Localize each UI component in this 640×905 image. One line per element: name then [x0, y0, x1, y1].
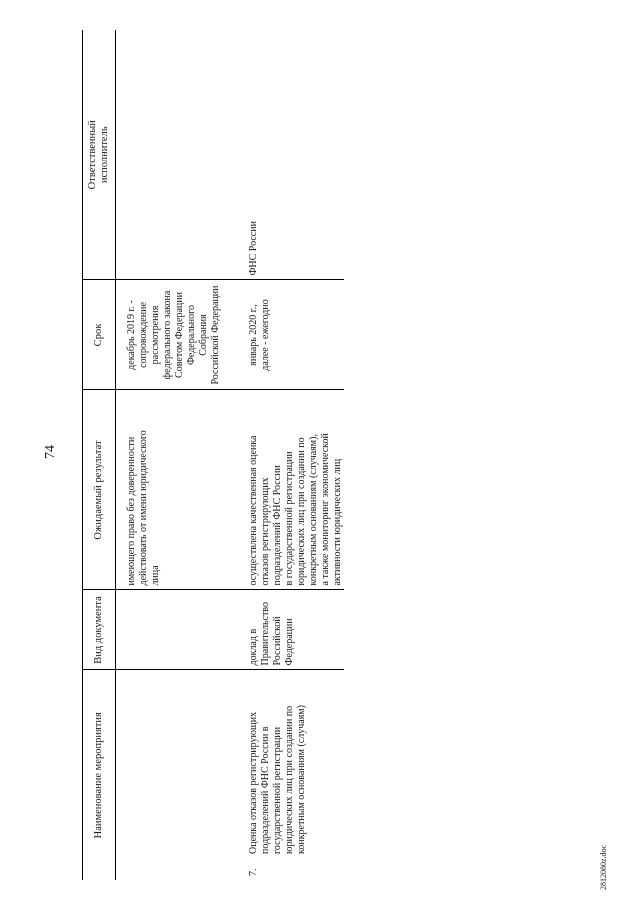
page-number: 74	[43, 445, 58, 459]
plan-table-rotated	[82, 30, 343, 880]
cell-result-text: осуществлена качественная оценка отказов регистрирующих подразделений ФНС России в государственной регистрации юридических лиц при создании по конкретным основаниям (случаям), а также мониторинг экономической активности юридических лиц	[248, 433, 343, 586]
header-term: Срок	[83, 280, 116, 390]
header-result: Ожидаемый результат	[83, 390, 116, 590]
cell-term-text: декабрь 2019 г. - сопровождение рассмотрения федерального закона Советом Федерации Федерального Собрания Российской Федерации	[126, 285, 221, 385]
cell-responsible	[116, 30, 245, 280]
header-responsible-text: Ответственный исполнитель	[87, 120, 110, 190]
table-row-7	[244, 30, 344, 880]
plan-table	[82, 30, 344, 880]
document-code: 2812080z.doc	[599, 844, 608, 890]
cell-term	[244, 280, 344, 390]
table-row-continuation	[116, 30, 245, 880]
cell-doc-type	[244, 590, 344, 670]
cell-doc-type-text: доклад в Правительство Российской Федерации	[248, 601, 295, 666]
cell-term	[116, 280, 245, 390]
cell-result	[116, 390, 245, 590]
cell-result-text: имеющего право без доверенности действовать от имени юридического лица	[126, 430, 161, 586]
cell-name	[244, 670, 344, 880]
header-responsible	[83, 30, 116, 280]
header-doc-type: Вид документа	[83, 590, 116, 670]
cell-doc-type	[116, 590, 245, 670]
cell-name-text: Оценка отказов регистрирующих подразделений ФНС России в государственной регистрации юридических лиц при создании по конкретным основаниям (случаям)	[248, 705, 307, 854]
cell-responsible	[244, 30, 344, 280]
header-name: Наименование мероприятия	[83, 670, 116, 880]
row-number: 7.	[248, 868, 259, 876]
cell-term-text: январь 2020 г., далее - ежегодно	[248, 299, 271, 371]
table-header-row	[83, 30, 116, 880]
cell-result	[244, 390, 344, 590]
cell-name	[116, 670, 245, 880]
cell-responsible-text: ФНС России	[248, 221, 259, 276]
